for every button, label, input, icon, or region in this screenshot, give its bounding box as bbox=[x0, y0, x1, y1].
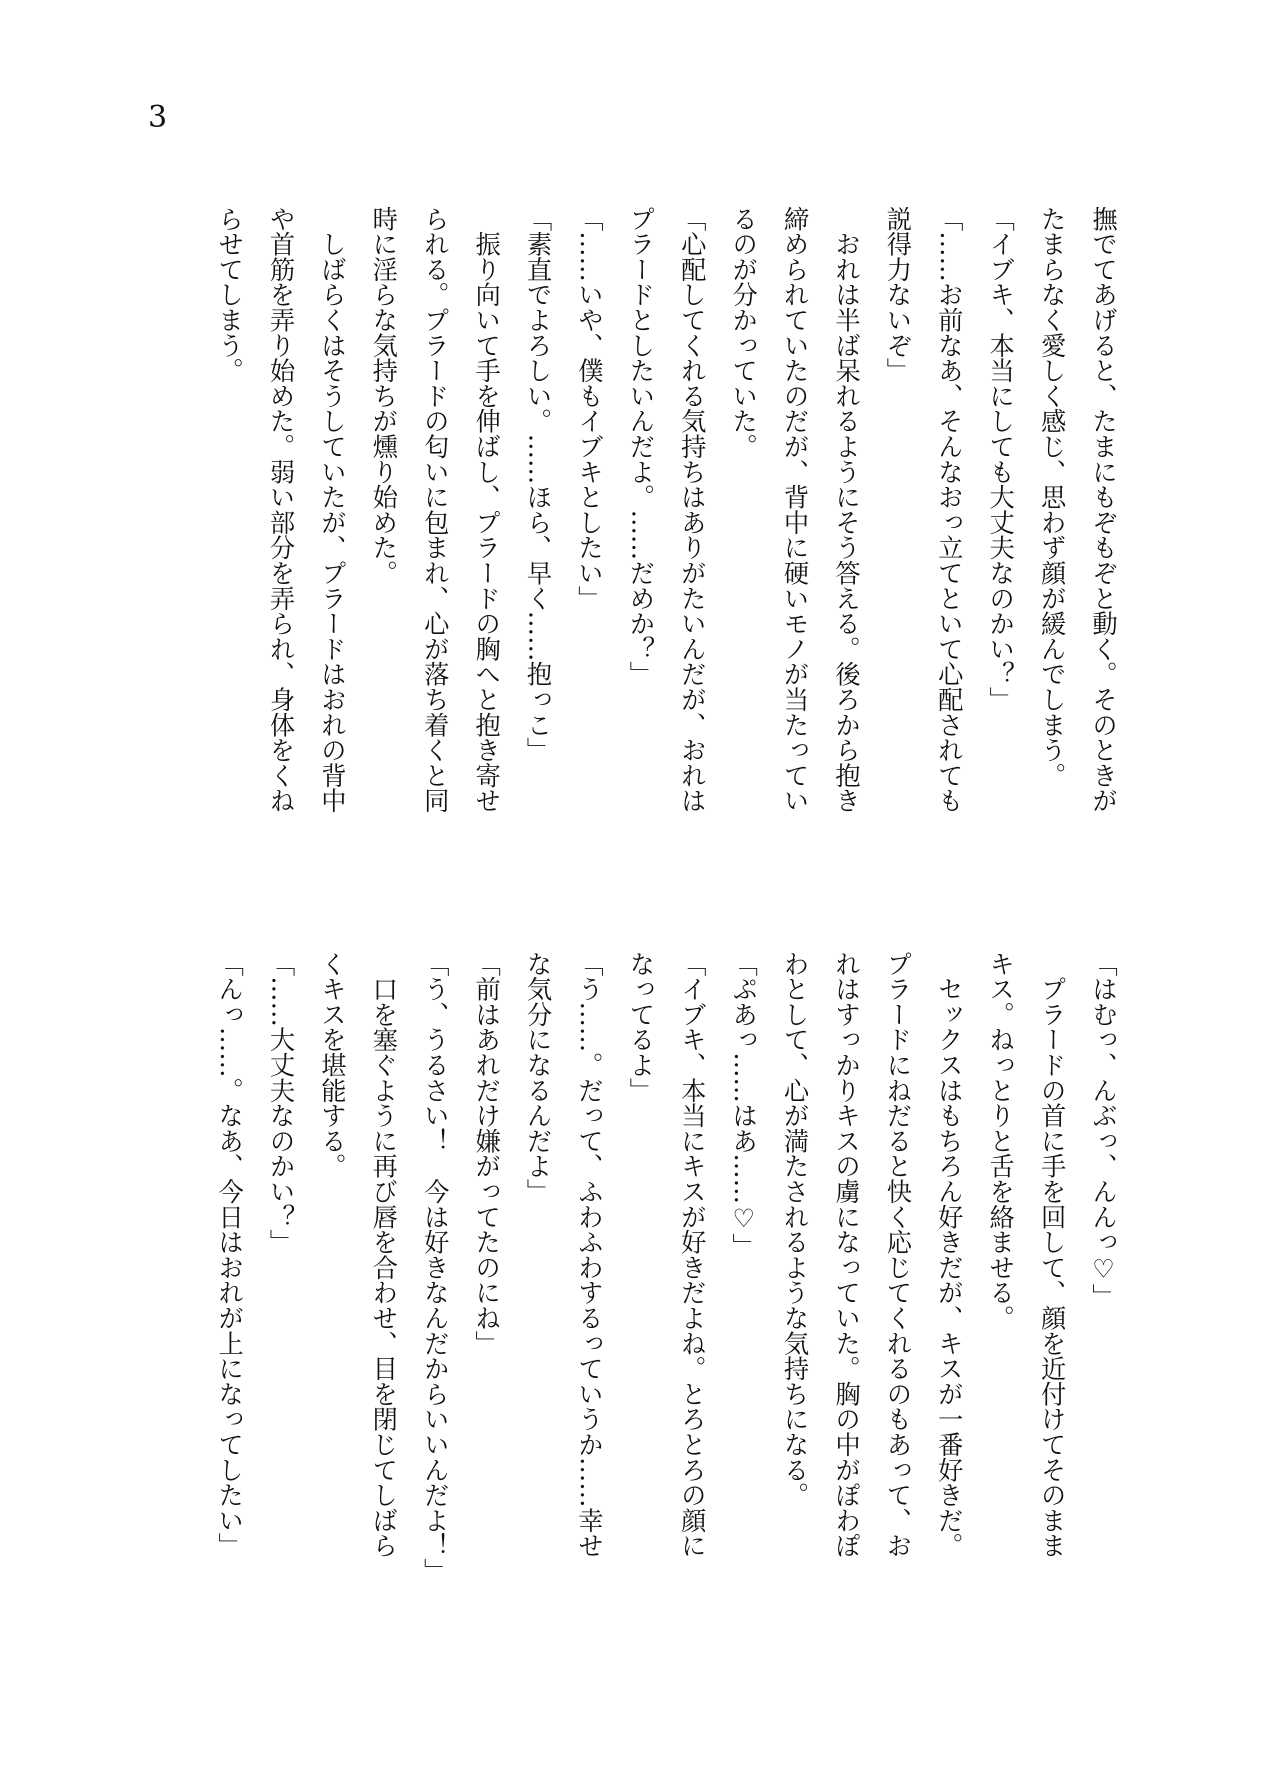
text-line: プラードの首に手を回して、顔を近付けてそのまま bbox=[1037, 951, 1067, 1559]
text-line: 説得力ないぞ」 bbox=[883, 206, 913, 384]
text-line: 「う……。だって、ふわふわするっていうか……幸せ bbox=[574, 951, 604, 1559]
text-line: たまらなく愛しく感じ、思わず顔が緩んでしまう。 bbox=[1037, 206, 1067, 788]
text-line: 「んっ……。なあ、今日はおれが上になってしたい」 bbox=[215, 951, 245, 1559]
text-line: 「イブキ、本当にキスが好きだよね。とろとろの顔に bbox=[677, 951, 707, 1559]
text-line: らせてしまう。 bbox=[215, 206, 245, 384]
text-line: なってるよ」 bbox=[626, 951, 656, 1103]
text-line: るのが分かっていた。 bbox=[729, 206, 759, 459]
text-line: プラードとしたいんだよ。……だめか？」 bbox=[626, 206, 656, 687]
text-line: くキスを堪能する。 bbox=[317, 951, 347, 1179]
text-line: わとして、心が満たされるような気持ちになる。 bbox=[780, 951, 810, 1508]
text-line: 「……大丈夫なのかい？」 bbox=[266, 951, 296, 1255]
text-line: 時に淫らな気持ちが燻り始めた。 bbox=[369, 206, 399, 586]
text-line: 撫でてあげると、たまにもぞもぞと動く。そのときが bbox=[1089, 206, 1118, 814]
text-line: れはすっかりキスの虜になっていた。胸の中がぽわぽ bbox=[831, 951, 861, 1559]
text-line: 口を塞ぐように再び唇を合わせ、目を閉じてしばら bbox=[369, 951, 399, 1559]
text-line: 振り向いて手を伸ばし、プラードの胸へと抱き寄せ bbox=[472, 206, 502, 814]
text-line: 「イブキ、本当にしても大丈夫なのかい？」 bbox=[986, 206, 1016, 712]
text-line: しばらくはそうしていたが、プラードはおれの背中 bbox=[317, 206, 347, 814]
text-line: 締められていたのだが、背中に硬いモノが当たってい bbox=[780, 206, 810, 814]
page-number: 3 bbox=[148, 100, 168, 135]
text-line: られる。プラードの匂いに包まれ、心が落ち着くと同 bbox=[420, 206, 450, 814]
text-line: な気分になるんだよ」 bbox=[523, 951, 553, 1204]
text-block-bottom bbox=[204, 951, 1129, 1584]
text-line: セックスはもちろん好きだが、キスが一番好きだ。 bbox=[934, 951, 964, 1559]
text-line: プラードにねだると快く応じてくれるのもあって、お bbox=[883, 951, 913, 1559]
text-line: 「はむっ、んぶっ、んんっ♡」 bbox=[1089, 951, 1118, 1309]
text-line: 「心配してくれる気持ちはありがたいんだが、おれは bbox=[677, 206, 707, 814]
text-line: おれは半ば呆れるようにそう答える。後ろから抱き bbox=[831, 206, 861, 814]
text-line: 「……いや、僕もイブキとしたい」 bbox=[574, 206, 604, 611]
text-line: 「素直でよろしい。……ほら、早く……抱っこ」 bbox=[523, 206, 553, 763]
text-line: 「ぷあっ……はあ……♡」 bbox=[729, 951, 759, 1259]
text-line: 「う、うるさい！ 今は好きなんだからいいんだよ！」 bbox=[420, 951, 450, 1584]
text-line: 「……お前なあ、そんなおっ立てといて心配されても bbox=[934, 206, 964, 814]
text-line: や首筋を弄り始めた。弱い部分を弄られ、身体をくね bbox=[266, 206, 296, 814]
text-block-top bbox=[204, 206, 1129, 826]
text-line: キス。ねっとりと舌を絡ませる。 bbox=[986, 951, 1016, 1331]
text-line: 「前はあれだけ嫌がってたのにね」 bbox=[472, 951, 502, 1356]
